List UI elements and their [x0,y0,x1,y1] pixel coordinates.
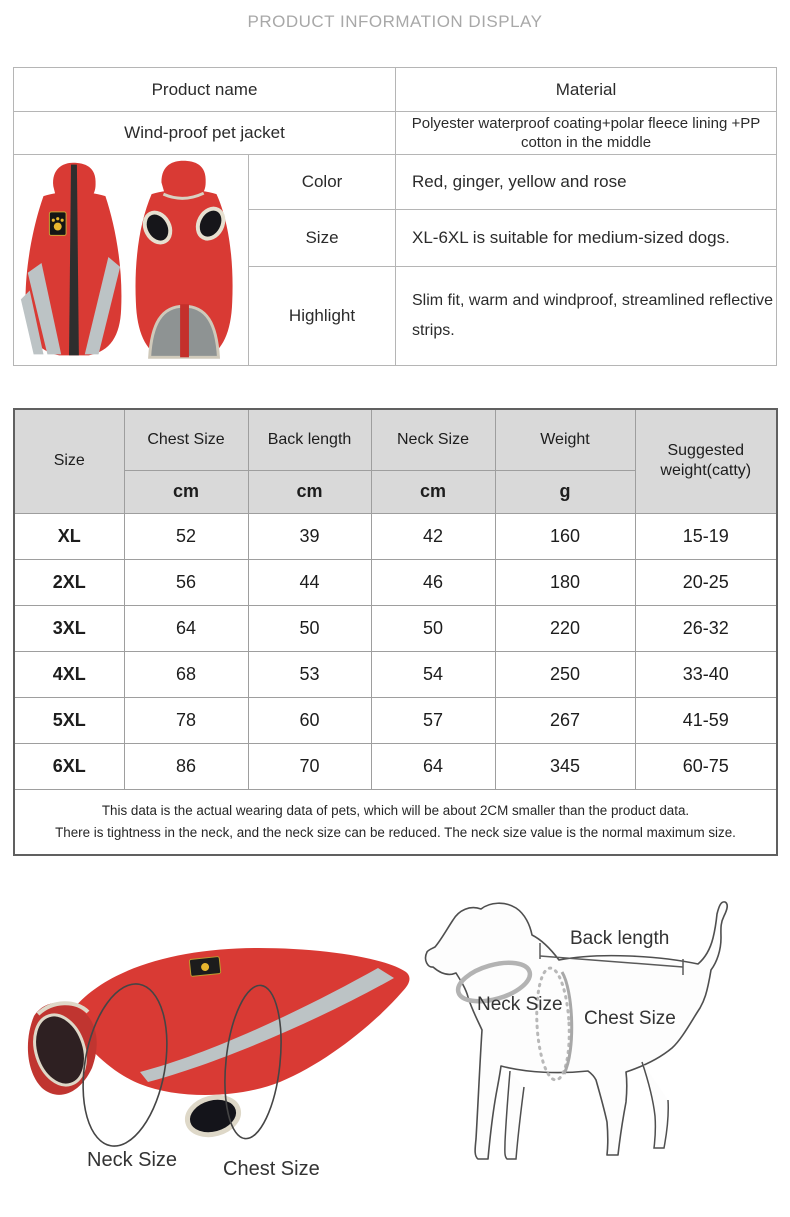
jacket-measure-photo [8,920,428,1155]
size-chart-notes [14,789,777,855]
row-chest: 68 [124,651,248,697]
size-label: Size [249,210,396,267]
page-title: PRODUCT INFORMATION DISPLAY [247,12,543,31]
header-chest: Chest Size [124,409,248,470]
unit-weight-g: g [495,470,635,513]
row-back: 44 [248,559,371,605]
row-chest: 64 [124,605,248,651]
row-neck: 46 [371,559,495,605]
header-weight: Weight [495,409,635,470]
table-row [14,697,777,743]
color-label: Color [249,155,396,210]
row-suggested: 41-59 [635,697,777,743]
row-weight: 345 [495,743,635,789]
header-back: Back length [248,409,371,470]
product-image-cell [14,155,249,366]
row-back: 70 [248,743,371,789]
row-neck: 42 [371,513,495,559]
row-suggested: 15-19 [635,513,777,559]
row-suggested: 20-25 [635,559,777,605]
row-back: 53 [248,651,371,697]
unit-back-cm: cm [248,470,371,513]
row-suggested: 33-40 [635,651,777,697]
row-neck: 54 [371,651,495,697]
dog-chest-size-label: Chest Size [584,1008,676,1029]
table-row [14,513,777,559]
material-value: Polyester waterproof coating+polar fleece lining +PP cotton in the middle [396,112,777,155]
row-weight: 250 [495,651,635,697]
row-back: 39 [248,513,371,559]
row-neck: 50 [371,605,495,651]
photo-chest-size-label: Chest Size [223,1158,320,1180]
row-size: 5XL [14,697,124,743]
dog-back-length-label: Back length [570,928,670,949]
row-chest: 52 [124,513,248,559]
product-name-value: Wind-proof pet jacket [14,112,396,155]
table-row [14,743,777,789]
row-suggested: 60-75 [635,743,777,789]
unit-chest-cm: cm [124,470,248,513]
row-weight: 180 [495,559,635,605]
table-row [14,651,777,697]
dog-neck-size-label: Neck Size [477,994,563,1015]
row-size: 4XL [14,651,124,697]
color-value: Red, ginger, yellow and rose [396,155,777,210]
row-back: 60 [248,697,371,743]
product-jacket-image [14,156,244,364]
photo-neck-size-label: Neck Size [87,1149,178,1171]
header-suggested: Suggested weight(catty) [635,409,777,513]
row-weight: 220 [495,605,635,651]
highlight-value: Slim fit, warm and windproof, streamlined reflective strips. [396,267,777,366]
header-size: Size [14,409,124,513]
row-size: 2XL [14,559,124,605]
material-header: Material [396,68,777,112]
header-neck: Neck Size [371,409,495,470]
product-name-header: Product name [14,68,396,112]
row-size: 6XL [14,743,124,789]
row-chest: 56 [124,559,248,605]
row-back: 50 [248,605,371,651]
product-info-table [13,67,777,366]
table-row [14,559,777,605]
row-neck: 64 [371,743,495,789]
note-line-2: There is tightness in the neck, and the neck size can be reduced. The neck size value is the normal maximum size. [55,824,736,840]
row-suggested: 26-32 [635,605,777,651]
table-row [14,605,777,651]
size-chart-table [13,408,778,856]
row-weight: 160 [495,513,635,559]
unit-neck-cm: cm [371,470,495,513]
row-size: XL [14,513,124,559]
note-line-1: This data is the actual wearing data of pets, which will be about 2CM smaller than the product data. [101,802,690,818]
row-neck: 57 [371,697,495,743]
row-weight: 267 [495,697,635,743]
size-value: XL-6XL is suitable for medium-sized dogs. [396,210,777,267]
row-chest: 86 [124,743,248,789]
highlight-label: Highlight [249,267,396,366]
row-chest: 78 [124,697,248,743]
row-size: 3XL [14,605,124,651]
